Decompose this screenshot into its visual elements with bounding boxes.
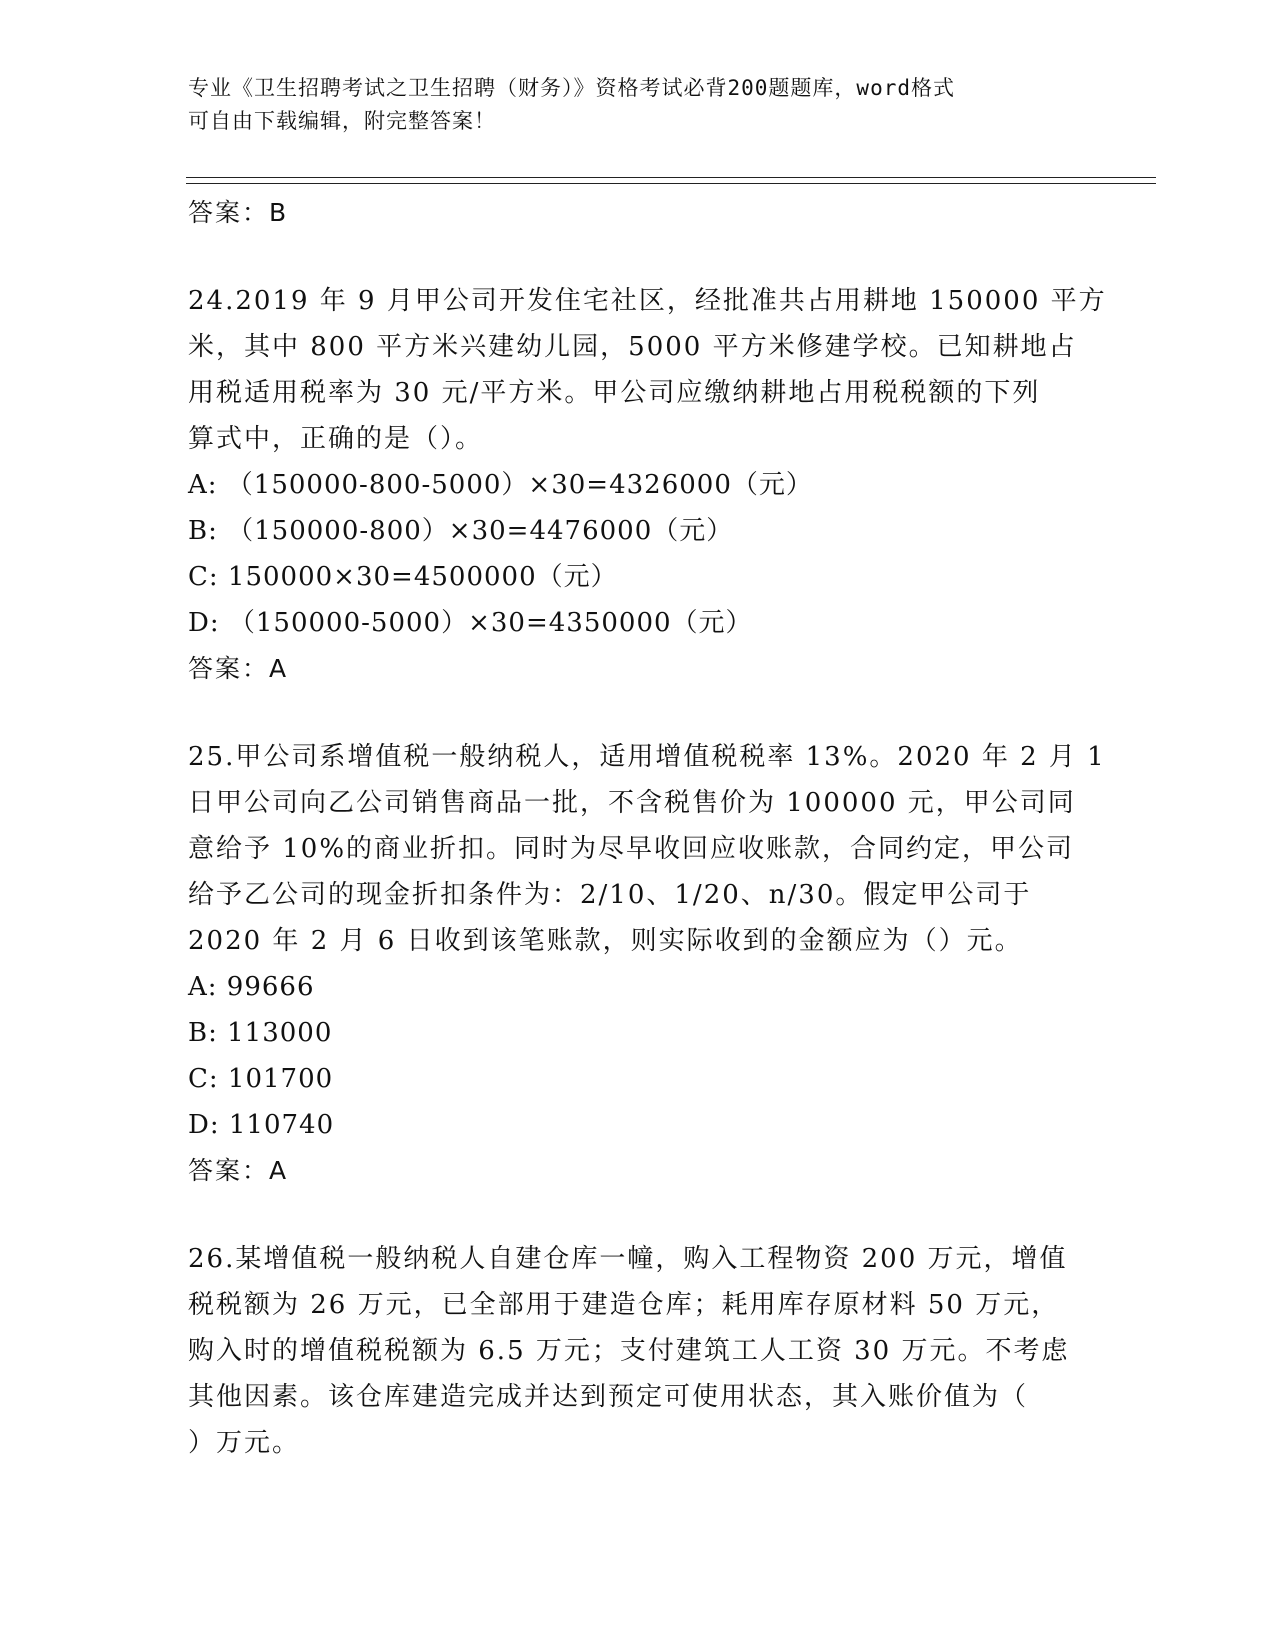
question-text-line: 意给予 10%的商业折扣。同时为尽早收回应收账款，合同约定，甲公司: [188, 834, 1075, 864]
question-text-line: 其他因素。该仓库建造完成并达到预定可使用状态，其入账价值为（: [188, 1382, 1029, 1412]
question-text-line: 日甲公司向乙公司销售商品一批，不含税售价为 100000 元，甲公司同: [188, 788, 1076, 818]
header-line-1: 专业《卫生招聘考试之卫生招聘（财务）》资格考试必背200题题库，word格式: [188, 76, 955, 100]
answer: 答案：A: [188, 1156, 289, 1185]
option-c: C: 101700: [188, 1064, 334, 1094]
question-text-line: 24.2019 年 9 月甲公司开发住宅社区，经批准共占用耕地 150000 平方: [188, 286, 1107, 316]
question-26: [188, 1236, 1088, 1466]
spacer: [188, 692, 1088, 734]
option-a: A: （150000-800-5000）×30=4326000（元）: [188, 470, 813, 500]
question-text-line: 算式中，正确的是（）。: [188, 424, 484, 454]
question-text-line: ）万元。: [188, 1428, 301, 1458]
option-c: C: 150000×30=4500000（元）: [188, 562, 618, 592]
question-25: [188, 734, 1106, 1194]
document-body: [188, 190, 1107, 1466]
option-d: D: 110740: [188, 1110, 335, 1140]
spacer: [188, 236, 1088, 278]
option-d: D: （150000-5000）×30=4350000（元）: [188, 608, 753, 638]
question-text-line: 给予乙公司的现金折扣条件为：2/10、1/20、n/30。假定甲公司于: [188, 880, 1032, 910]
question-text-line: 用税适用税率为 30 元/平方米。甲公司应缴纳耕地占用税税额的下列: [188, 378, 1041, 408]
question-text-line: 购入时的增值税税额为 6.5 万元；支付建筑工人工资 30 万元。不考虑: [188, 1336, 1070, 1366]
header-rule-bottom: [186, 183, 1156, 184]
option-b: B: 113000: [188, 1018, 333, 1048]
question-text-line: 25.甲公司系增值税一般纳税人，适用增值税税率 13%。2020 年 2 月 1: [188, 742, 1106, 772]
answer-previous: 答案：B: [188, 198, 289, 227]
spacer: [188, 1194, 1088, 1236]
header-line-2: 可自由下载编辑，附完整答案！: [188, 109, 496, 133]
option-b: B: （150000-800）×30=4476000（元）: [188, 516, 734, 546]
question-text-line: 26.某增值税一般纳税人自建仓库一幢，购入工程物资 200 万元，增值: [188, 1244, 1068, 1274]
header-rule-top: [186, 177, 1156, 178]
question-text-line: 2020 年 2 月 6 日收到该笔账款，则实际收到的金额应为（）元。: [188, 926, 1023, 956]
question-text-line: 米，其中 800 平方米兴建幼儿园，5000 平方米修建学校。已知耕地占: [188, 332, 1077, 362]
document-header: [188, 72, 1088, 138]
option-a: A: 99666: [188, 972, 315, 1002]
question-24: [188, 278, 1107, 692]
question-text-line: 税税额为 26 万元，已全部用于建造仓库；耗用库存原材料 50 万元，: [188, 1290, 1060, 1320]
answer: 答案：A: [188, 654, 289, 683]
